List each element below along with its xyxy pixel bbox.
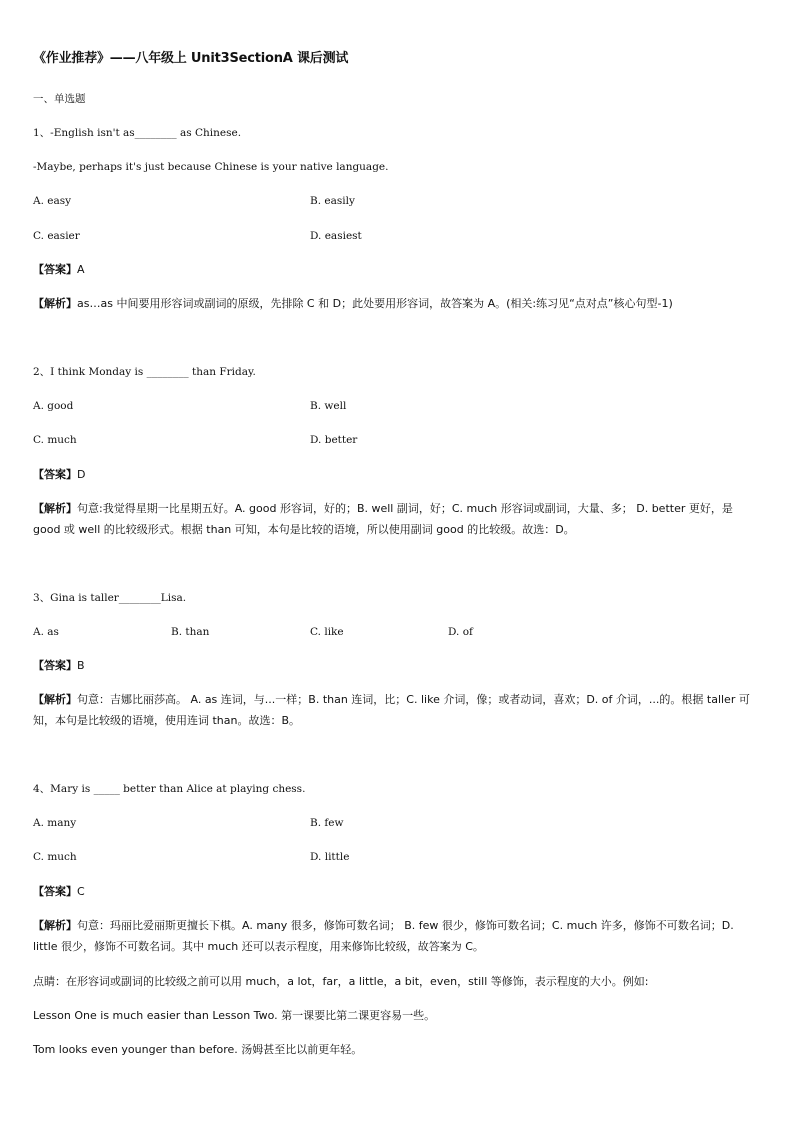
page-title: 《作业推荐》——八年级上 Unit3SectionA 课后测试 xyxy=(33,51,349,66)
question-1-answer xyxy=(33,263,85,276)
question-2-option-a: A. good xyxy=(33,400,74,412)
question-2-option-d: D. better xyxy=(310,434,358,446)
question-2-option-c: C. much xyxy=(33,434,77,446)
analysis-text: 句意：玛丽比爱丽斯更擅长下棋。A. many 很多，修饰可数名词； B. few 很少，修饰可数名词；C. much 许多，修饰不可数名词；D. little 很少，修饰不可数名词。其中 much 还可以表示程度，用来修饰比较级，故答案为 C。 xyxy=(33,919,734,953)
question-2-option-b: B. well xyxy=(310,400,347,412)
question-3-option-b: B. than xyxy=(171,626,210,638)
question-4-tip: 点睛：在形容词或副词的比较级之前可以用 much，a lot，far，a little，a bit，even，still 等修饰，表示程度的大小。例如: xyxy=(33,975,649,988)
question-4-option-c: C. much xyxy=(33,851,77,863)
answer-tag: 【答案】 xyxy=(33,885,77,898)
question-3-option-a: A. as xyxy=(33,626,59,638)
analysis-text: 句意：吉娜比丽莎高。 A. as 连词，与...一样；B. than 连词，比；C. like 介词，像；或者动词，喜欢；D. of 介词，...的。根据 taller 可知，本句是比较级的语境，使用连词 than。故选：B。 xyxy=(33,693,750,727)
question-4-example-1: Lesson One is much easier than Lesson Two. 第一课要比第二课更容易一些。 xyxy=(33,1009,436,1022)
analysis-tag: 【解析】 xyxy=(33,297,77,310)
question-3-analysis xyxy=(33,689,759,731)
question-1-option-c: C. easier xyxy=(33,230,80,242)
question-1-option-a: A. easy xyxy=(33,195,72,207)
answer-value: B xyxy=(77,659,85,672)
answer-value: D xyxy=(77,468,86,481)
question-1-stem: 1、-English isn't as________ as Chinese. xyxy=(33,127,242,139)
analysis-tag: 【解析】 xyxy=(33,919,77,932)
question-4-analysis xyxy=(33,915,759,957)
question-1-option-b: B. easily xyxy=(310,195,355,207)
answer-tag: 【答案】 xyxy=(33,468,77,481)
section-heading: 一、单选题 xyxy=(33,93,86,105)
answer-value: C xyxy=(77,885,85,898)
question-4-example-2: Tom looks even younger than before. 汤姆甚至比以前更年轻。 xyxy=(33,1043,363,1056)
analysis-text: 句意:我觉得星期一比星期五好。A. good 形容词，好的；B. well 副词，好；C. much 形容词或副词，大量、多； D. better 更好，是 good 或 well 的比较级形式。根据 than 可知，本句是比较的语境，所以使用副词 good 的比较级。故选：D。 xyxy=(33,502,733,536)
question-1-stem-2: -Maybe, perhaps it's just because Chinese is your native language. xyxy=(33,161,389,173)
answer-tag: 【答案】 xyxy=(33,659,77,672)
question-3-option-c: C. like xyxy=(310,626,344,638)
question-3-option-d: D. of xyxy=(448,626,473,638)
question-4-option-b: B. few xyxy=(310,817,344,829)
analysis-tag: 【解析】 xyxy=(33,693,77,706)
answer-value: A xyxy=(77,263,85,276)
question-3-answer xyxy=(33,659,85,672)
question-2-stem: 2、I think Monday is ________ than Friday. xyxy=(33,366,256,378)
analysis-tag: 【解析】 xyxy=(33,502,77,515)
question-3-stem: 3、Gina is taller________Lisa. xyxy=(33,592,187,604)
question-4-answer xyxy=(33,885,85,898)
question-1-analysis xyxy=(33,293,759,314)
question-2-answer xyxy=(33,468,85,481)
question-4-stem: 4、Mary is _____ better than Alice at playing chess. xyxy=(33,783,306,795)
question-1-option-d: D. easiest xyxy=(310,230,362,242)
question-4-option-d: D. little xyxy=(310,851,350,863)
question-4-option-a: A. many xyxy=(33,817,77,829)
question-2-analysis xyxy=(33,498,759,540)
analysis-text: as…as 中间要用形容词或副词的原级，先排除 C 和 D；此处要用形容词，故答案为 A。(相关:练习见“点对点”核心句型-1) xyxy=(77,297,673,310)
answer-tag: 【答案】 xyxy=(33,263,77,276)
